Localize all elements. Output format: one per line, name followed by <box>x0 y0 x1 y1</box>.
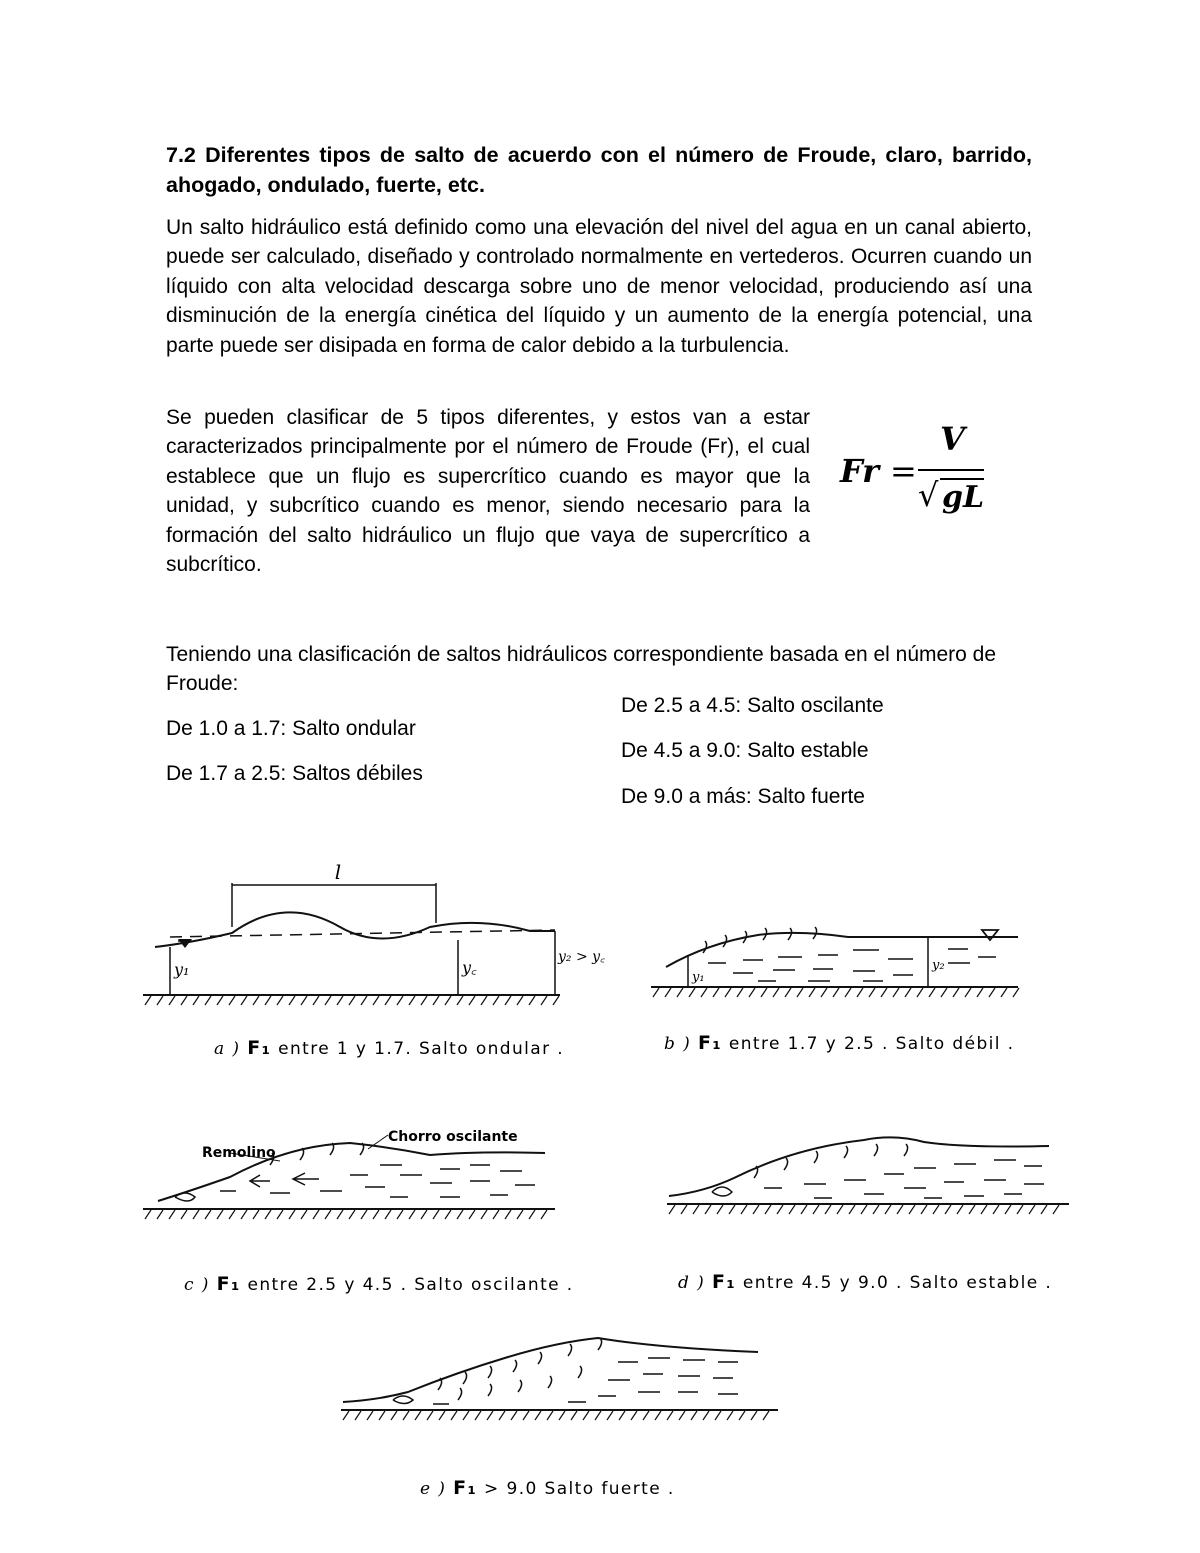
figure-a-caption <box>214 1037 564 1059</box>
caption-text: entre 2.5 y 4.5 . Salto oscilante . <box>247 1275 574 1295</box>
paragraph-definition: Un salto hidráulico está definido como una elevación del nivel del agua en un canal abierto, puede ser calculado, diseñado y controlado normalmente en vertederos. Ocurren cuando un líquido con alta velocidad descarga sobre uno de menor velocidad, produciendo así una disminución de la energía cinética del líquido y un aumento de la energía potencial, una parte puede ser disipada en forma de calor debido a la turbulencia. <box>166 216 1032 357</box>
class-item: De 2.5 a 4.5: Salto oscilante <box>621 694 884 717</box>
formula-lhs: Fr <box>840 452 880 490</box>
caption-froude: F₁ <box>711 1271 737 1293</box>
paragraph-classification-intro: Teniendo una clasificación de saltos hidráulicos correspondiente basada en el número de Froude: <box>166 643 997 696</box>
figure-d-caption <box>678 1271 1052 1293</box>
formula-numerator: V <box>940 420 965 458</box>
caption-letter: e ) <box>420 1479 447 1499</box>
figure-c-oscillating-jump <box>140 1125 560 1230</box>
class-item: De 9.0 a más: Salto fuerte <box>621 785 865 808</box>
formula-equals: = <box>890 452 917 490</box>
caption-froude: F₁ <box>453 1477 478 1499</box>
caption-letter: b ) <box>664 1034 692 1054</box>
fraction-bar <box>918 469 984 471</box>
figure-e-strong-jump <box>338 1332 783 1432</box>
radical-sign: √ <box>918 476 939 514</box>
depth-yc-label: y꜀ <box>462 958 477 977</box>
caption-text: entre 4.5 y 9.0 . Salto estable . <box>742 1273 1053 1293</box>
caption-text: entre 1 y 1.7. Salto ondular . <box>278 1039 565 1059</box>
figure-b-weak-jump <box>648 915 1028 1010</box>
class-item: De 1.7 a 2.5: Saltos débiles <box>166 762 423 785</box>
caption-froude: F₁ <box>216 1273 241 1295</box>
section-heading: 7.2 Diferentes tipos de salto de acuerdo con el número de Froude, claro, barrido, ahogado, ondulado, fuerte, etc. <box>166 143 1032 197</box>
caption-letter: d ) <box>678 1273 706 1293</box>
caption-letter: a ) <box>214 1039 241 1059</box>
figure-e-caption <box>420 1477 675 1499</box>
jet-label: Chorro oscilante <box>388 1129 518 1145</box>
figure-d-steady-jump <box>664 1128 1074 1223</box>
caption-letter: c ) <box>184 1275 210 1295</box>
class-item: De 4.5 a 9.0: Salto estable <box>621 739 869 762</box>
caption-text: > 9.0 Salto fuerte . <box>484 1479 675 1499</box>
caption-froude: F₁ <box>247 1037 272 1059</box>
formula-denominator: gL <box>942 480 985 515</box>
figure-c-caption <box>184 1273 574 1295</box>
paragraph-froude: Se pueden clasificar de 5 tipos diferentes, y estos van a estar caracterizados principalmente por el número de Froude (Fr), el cual establece que un flujo es supercrítico cuando es mayor que la unidad, y subcrítico cuando es menor, siendo necesario para la formación del salto hidráulico un flujo que vaya de supercrítico a subcrítico. <box>166 406 810 577</box>
depth-y2-label: y₂ <box>932 958 945 973</box>
figure-b-caption <box>664 1032 1014 1054</box>
depth-y1-label: y₁ <box>692 970 705 985</box>
class-item: De 1.0 a 1.7: Salto ondular <box>166 717 416 740</box>
figure-a-undular-jump <box>140 855 610 1015</box>
length-label: l <box>334 860 342 884</box>
eddy-label: Remolino <box>202 1145 276 1161</box>
depth-y1-label: y₁ <box>174 960 190 979</box>
depth-y2-label: y₂ > y꜀ <box>558 949 605 965</box>
froude-formula <box>836 420 996 530</box>
caption-froude: F₁ <box>697 1032 723 1054</box>
caption-text: entre 1.7 y 2.5 . Salto débil . <box>728 1034 1015 1054</box>
